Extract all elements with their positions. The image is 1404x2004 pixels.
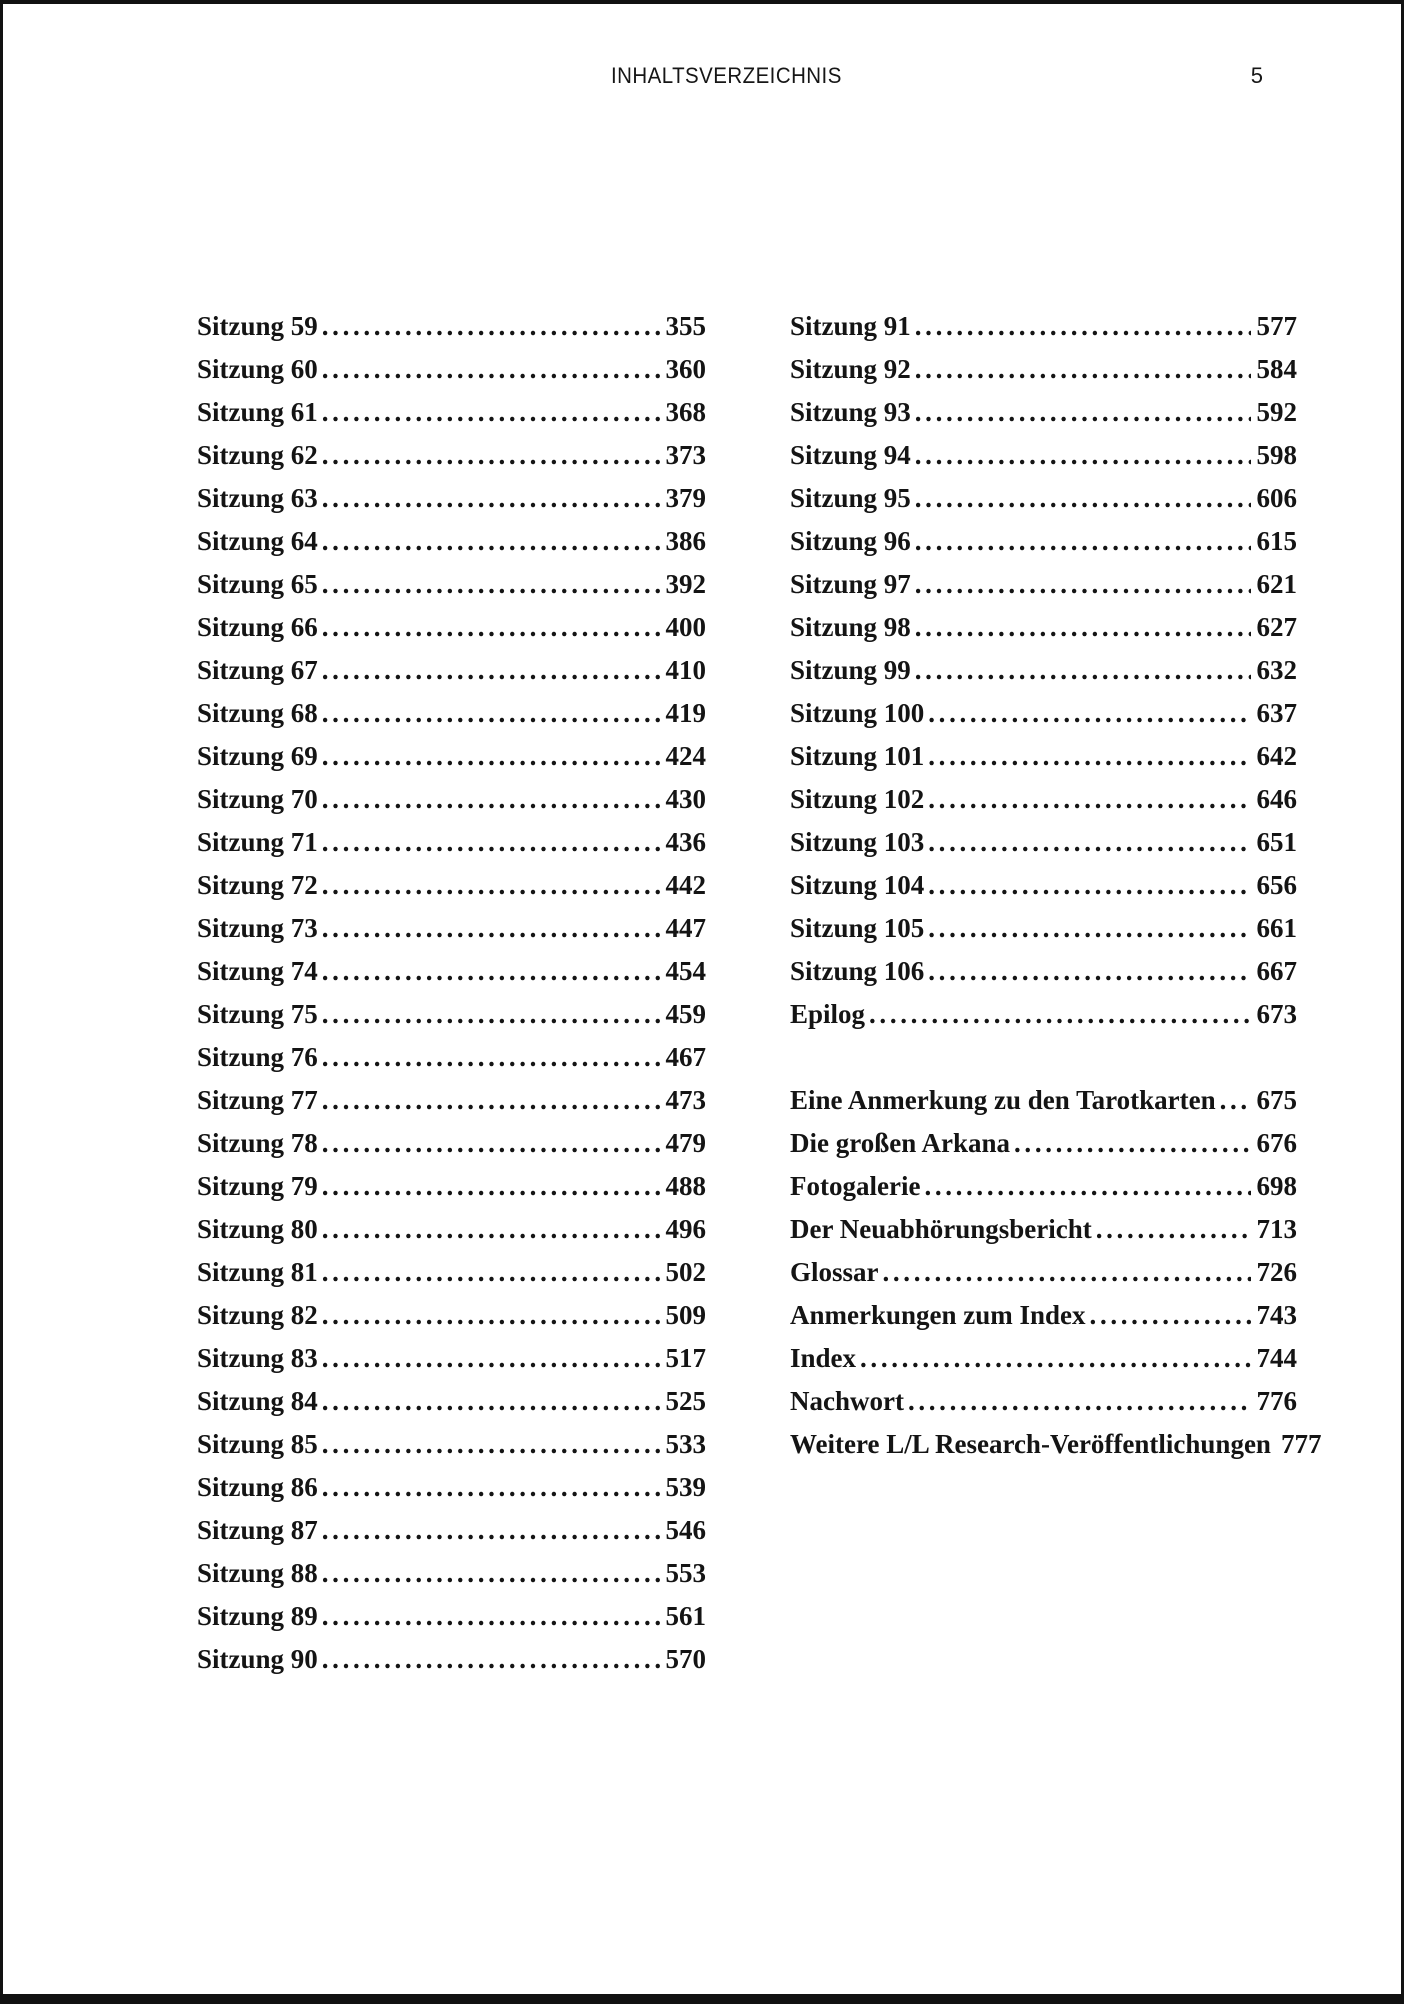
toc-entry-page: 642	[1256, 741, 1297, 771]
dot-leader	[318, 907, 660, 950]
dot-leader	[924, 821, 1250, 864]
toc-row	[197, 434, 706, 477]
dot-leader	[911, 348, 1251, 391]
toc-row	[790, 434, 1297, 477]
dot-leader	[911, 520, 1251, 563]
toc-entry-label: Sitzung 93	[790, 397, 911, 427]
toc-row	[197, 1036, 706, 1079]
toc-entry-label: Sitzung 67	[197, 655, 318, 685]
dot-leader	[904, 1380, 1251, 1423]
dot-leader	[318, 1337, 660, 1380]
toc-row	[197, 907, 706, 950]
dot-leader	[318, 1466, 660, 1509]
toc-row	[197, 778, 706, 821]
toc-entry-label: Sitzung 101	[790, 741, 925, 771]
toc-row	[790, 606, 1297, 649]
dot-leader	[318, 864, 660, 907]
toc-entry-page: 553	[665, 1558, 706, 1588]
toc-entry-label: Sitzung 75	[197, 999, 318, 1029]
dot-leader	[318, 821, 660, 864]
dot-leader	[318, 1251, 660, 1294]
toc-entry-page: 368	[665, 397, 706, 427]
toc-row	[197, 1380, 706, 1423]
toc-entry-page: 467	[665, 1042, 706, 1072]
toc-row	[790, 1251, 1297, 1294]
toc-row	[197, 563, 706, 606]
toc-entry-page: 436	[665, 827, 706, 857]
toc-entry-page: 776	[1256, 1386, 1297, 1416]
toc-row	[197, 305, 706, 348]
toc-entry-page: 661	[1256, 913, 1297, 943]
toc-entry-page: 577	[1256, 311, 1297, 341]
toc-row	[790, 1208, 1297, 1251]
dot-leader	[911, 606, 1251, 649]
toc-row	[197, 1638, 706, 1681]
dot-leader	[879, 1251, 1251, 1294]
toc-row	[790, 778, 1297, 821]
toc-entry-label: Sitzung 80	[197, 1214, 318, 1244]
toc-row	[197, 391, 706, 434]
toc-right-group-sessions	[790, 305, 1297, 1036]
toc-entry-label: Sitzung 99	[790, 655, 911, 685]
toc-entry-page: 517	[665, 1343, 706, 1373]
toc-entry-page: 676	[1256, 1128, 1297, 1158]
toc-entry-page: 777	[1280, 1429, 1322, 1459]
dot-leader	[911, 649, 1251, 692]
dot-leader	[318, 1036, 660, 1079]
toc-entry-page: 459	[665, 999, 706, 1029]
toc-entry-label: Der Neuabhörungsbericht	[790, 1214, 1092, 1244]
dot-leader	[924, 735, 1250, 778]
toc-entry-label: Sitzung 103	[790, 827, 925, 857]
dot-leader	[318, 520, 660, 563]
toc-row	[197, 1165, 706, 1208]
toc-entry-label: Sitzung 89	[197, 1601, 318, 1631]
toc-row	[197, 864, 706, 907]
toc-entry-label: Weitere L/L Research-Veröffentlichungen	[790, 1429, 1271, 1459]
toc-entry-label: Sitzung 94	[790, 440, 911, 470]
dot-leader	[911, 391, 1251, 434]
toc-entry-label: Sitzung 66	[197, 612, 318, 642]
toc-entry-label: Sitzung 81	[197, 1257, 318, 1287]
toc-entry-page: 447	[665, 913, 706, 943]
toc-entry-label: Sitzung 98	[790, 612, 911, 642]
dot-leader	[911, 434, 1251, 477]
page-number: 5	[1250, 63, 1263, 88]
toc-entry-page: 656	[1256, 870, 1297, 900]
toc-row	[197, 735, 706, 778]
toc-entry-page: 454	[665, 956, 706, 986]
toc-entry-label: Sitzung 64	[197, 526, 318, 556]
toc-entry-page: 584	[1256, 354, 1297, 384]
dot-leader	[1216, 1079, 1251, 1122]
toc-row	[197, 1423, 706, 1466]
toc-row	[197, 1208, 706, 1251]
toc-entry-page: 615	[1256, 526, 1297, 556]
toc-entry-page: 496	[665, 1214, 706, 1244]
toc-entry-page: 479	[665, 1128, 706, 1158]
toc-row	[790, 993, 1297, 1036]
dot-leader	[318, 305, 660, 348]
dot-leader	[318, 1294, 660, 1337]
toc-row	[790, 907, 1297, 950]
dot-leader	[318, 1122, 660, 1165]
toc-row	[790, 821, 1297, 864]
toc-row	[790, 1380, 1297, 1423]
toc-row	[790, 1337, 1297, 1380]
toc-entry-page: 598	[1256, 440, 1297, 470]
dot-leader	[318, 348, 660, 391]
dot-leader	[1092, 1208, 1251, 1251]
toc-row	[197, 477, 706, 520]
dot-leader	[318, 649, 660, 692]
toc-row	[197, 520, 706, 563]
toc-entry-label: Nachwort	[790, 1386, 904, 1416]
toc-row	[197, 606, 706, 649]
toc-entry-page: 502	[665, 1257, 706, 1287]
dot-leader	[920, 1165, 1250, 1208]
dot-leader	[911, 477, 1251, 520]
toc-entry-label: Sitzung 106	[790, 956, 925, 986]
toc-entry-label: Sitzung 90	[197, 1644, 318, 1674]
toc-row	[197, 1552, 706, 1595]
toc-row	[790, 1079, 1297, 1122]
toc-entry-page: 646	[1256, 784, 1297, 814]
toc-row	[197, 692, 706, 735]
dot-leader	[318, 950, 660, 993]
toc-entry-page: 673	[1256, 999, 1297, 1029]
toc-row	[790, 1122, 1297, 1165]
toc-entry-page: 744	[1256, 1343, 1297, 1373]
toc-entry-label: Sitzung 73	[197, 913, 318, 943]
toc-entry-label: Sitzung 71	[197, 827, 318, 857]
toc-row	[790, 305, 1297, 348]
toc-row	[790, 391, 1297, 434]
dot-leader	[318, 778, 660, 821]
toc-entry-label: Sitzung 72	[197, 870, 318, 900]
toc-row	[790, 520, 1297, 563]
dot-leader	[318, 1165, 660, 1208]
toc-entry-label: Sitzung 77	[197, 1085, 318, 1115]
toc-entry-label: Eine Anmerkung zu den Tarotkarten	[790, 1085, 1216, 1115]
toc-entry-page: 539	[665, 1472, 706, 1502]
toc-right-group-appendix	[790, 1079, 1322, 1466]
toc-entry-label: Fotogalerie	[790, 1171, 921, 1201]
toc-entry-page: 379	[665, 483, 706, 513]
toc-entry-label: Sitzung 85	[197, 1429, 318, 1459]
toc-row	[197, 649, 706, 692]
toc-entry-label: Sitzung 88	[197, 1558, 318, 1588]
toc-row	[790, 950, 1297, 993]
toc-row	[197, 1337, 706, 1380]
toc-row	[197, 1122, 706, 1165]
toc-row	[790, 348, 1297, 391]
toc-entry-label: Sitzung 95	[790, 483, 911, 513]
dot-leader	[911, 305, 1251, 348]
dot-leader	[924, 864, 1250, 907]
toc-entry-label: Sitzung 82	[197, 1300, 318, 1330]
toc-entry-label: Epilog	[790, 999, 866, 1029]
toc-entry-label: Sitzung 62	[197, 440, 318, 470]
dot-leader	[318, 434, 660, 477]
toc-entry-label: Sitzung 87	[197, 1515, 318, 1545]
toc-entry-page: 509	[665, 1300, 706, 1330]
toc-row	[790, 1294, 1297, 1337]
toc-entry-page: 386	[665, 526, 706, 556]
dot-leader	[318, 1552, 660, 1595]
toc-entry-page: 743	[1256, 1300, 1297, 1330]
toc-entry-page: 355	[665, 311, 706, 341]
toc-row	[197, 1079, 706, 1122]
dot-leader	[318, 1509, 660, 1552]
toc-row	[790, 1423, 1322, 1466]
toc-entry-label: Sitzung 100	[790, 698, 925, 728]
dot-leader	[924, 778, 1250, 821]
dot-leader	[318, 477, 660, 520]
toc-entry-label: Index	[790, 1343, 857, 1373]
toc-entry-label: Sitzung 59	[197, 311, 318, 341]
toc-entry-page: 400	[665, 612, 706, 642]
toc-left-column	[197, 305, 706, 1681]
toc-entry-page: 651	[1256, 827, 1297, 857]
toc-entry-page: 667	[1256, 956, 1297, 986]
toc-entry-label: Sitzung 91	[790, 311, 911, 341]
dot-leader	[1086, 1294, 1251, 1337]
toc-entry-label: Sitzung 76	[197, 1042, 318, 1072]
toc-row	[197, 1509, 706, 1552]
toc-entry-page: 360	[665, 354, 706, 384]
dot-leader	[318, 993, 660, 1036]
toc-entry-label: Sitzung 69	[197, 741, 318, 771]
toc-entry-page: 606	[1256, 483, 1297, 513]
dot-leader	[924, 907, 1250, 950]
toc-entry-label: Sitzung 102	[790, 784, 925, 814]
dot-leader	[318, 1208, 660, 1251]
toc-row	[197, 993, 706, 1036]
dot-leader	[1010, 1122, 1250, 1165]
dot-leader	[318, 1595, 660, 1638]
toc-entry-page: 424	[665, 741, 706, 771]
toc-entry-page: 675	[1256, 1085, 1297, 1115]
dot-leader	[318, 735, 660, 778]
toc-entry-page: 627	[1256, 612, 1297, 642]
toc-entry-page: 392	[665, 569, 706, 599]
toc-entry-label: Sitzung 104	[790, 870, 925, 900]
toc-entry-page: 373	[665, 440, 706, 470]
toc-row	[197, 1294, 706, 1337]
toc-entry-page: 637	[1256, 698, 1297, 728]
toc-row	[197, 1251, 706, 1294]
dot-leader	[856, 1337, 1250, 1380]
toc-entry-page: 698	[1256, 1171, 1297, 1201]
dot-leader	[318, 563, 660, 606]
toc-entry-label: Sitzung 86	[197, 1472, 318, 1502]
dot-leader	[318, 1423, 660, 1466]
toc-entry-label: Sitzung 60	[197, 354, 318, 384]
toc-row	[197, 1466, 706, 1509]
toc-entry-page: 632	[1256, 655, 1297, 685]
toc-entry-label: Sitzung 74	[197, 956, 318, 986]
toc-entry-page: 592	[1256, 397, 1297, 427]
toc-entry-label: Glossar	[790, 1257, 879, 1287]
dot-leader	[318, 391, 660, 434]
toc-entry-page: 713	[1256, 1214, 1297, 1244]
toc-entry-label: Sitzung 83	[197, 1343, 318, 1373]
toc-entry-label: Sitzung 92	[790, 354, 911, 384]
toc-entry-page: 419	[665, 698, 706, 728]
dot-leader	[318, 1638, 660, 1681]
dot-leader	[924, 692, 1250, 735]
toc-row	[197, 821, 706, 864]
toc-row	[790, 1165, 1297, 1208]
toc-entry-page: 533	[665, 1429, 706, 1459]
toc-entry-page: 488	[665, 1171, 706, 1201]
toc-entry-label: Sitzung 78	[197, 1128, 318, 1158]
toc-row	[197, 950, 706, 993]
toc-entry-page: 442	[665, 870, 706, 900]
dot-leader	[865, 993, 1250, 1036]
toc-row	[790, 864, 1297, 907]
toc-row	[790, 649, 1297, 692]
toc-entry-page: 561	[665, 1601, 706, 1631]
toc-entry-label: Sitzung 79	[197, 1171, 318, 1201]
toc-row	[790, 692, 1297, 735]
page-title: INHALTSVERZEICHNIS	[611, 63, 842, 88]
toc-entry-label: Sitzung 70	[197, 784, 318, 814]
toc-entry-label: Sitzung 97	[790, 569, 911, 599]
dot-leader	[318, 1079, 660, 1122]
toc-entry-page: 430	[665, 784, 706, 814]
toc-entry-label: Sitzung 61	[197, 397, 318, 427]
toc-row	[197, 1595, 706, 1638]
toc-row	[790, 563, 1297, 606]
toc-entry-page: 546	[665, 1515, 706, 1545]
toc-entry-page: 570	[665, 1644, 706, 1674]
toc-right-column	[790, 305, 1322, 1466]
toc-entry-label: Sitzung 65	[197, 569, 318, 599]
dot-leader	[318, 1380, 660, 1423]
toc-entry-page: 410	[665, 655, 706, 685]
dot-leader	[911, 563, 1251, 606]
toc-entry-label: Sitzung 105	[790, 913, 925, 943]
toc-entry-label: Sitzung 63	[197, 483, 318, 513]
toc-entry-page: 621	[1256, 569, 1297, 599]
dot-leader	[318, 606, 660, 649]
dot-leader	[318, 692, 660, 735]
toc-row	[790, 477, 1297, 520]
dot-leader	[924, 950, 1250, 993]
toc-entry-label: Sitzung 84	[197, 1386, 318, 1416]
toc-entry-label: Sitzung 68	[197, 698, 318, 728]
running-header	[3, 63, 1401, 91]
toc-entry-label: Die großen Arkana	[790, 1128, 1011, 1158]
toc-entry-page: 525	[665, 1386, 706, 1416]
toc-entry-label: Anmerkungen zum Index	[790, 1300, 1086, 1330]
toc-entry-page: 726	[1256, 1257, 1297, 1287]
toc-entry-page: 473	[665, 1085, 706, 1115]
toc-row	[197, 348, 706, 391]
toc-row	[790, 735, 1297, 778]
toc-entry-label: Sitzung 96	[790, 526, 911, 556]
